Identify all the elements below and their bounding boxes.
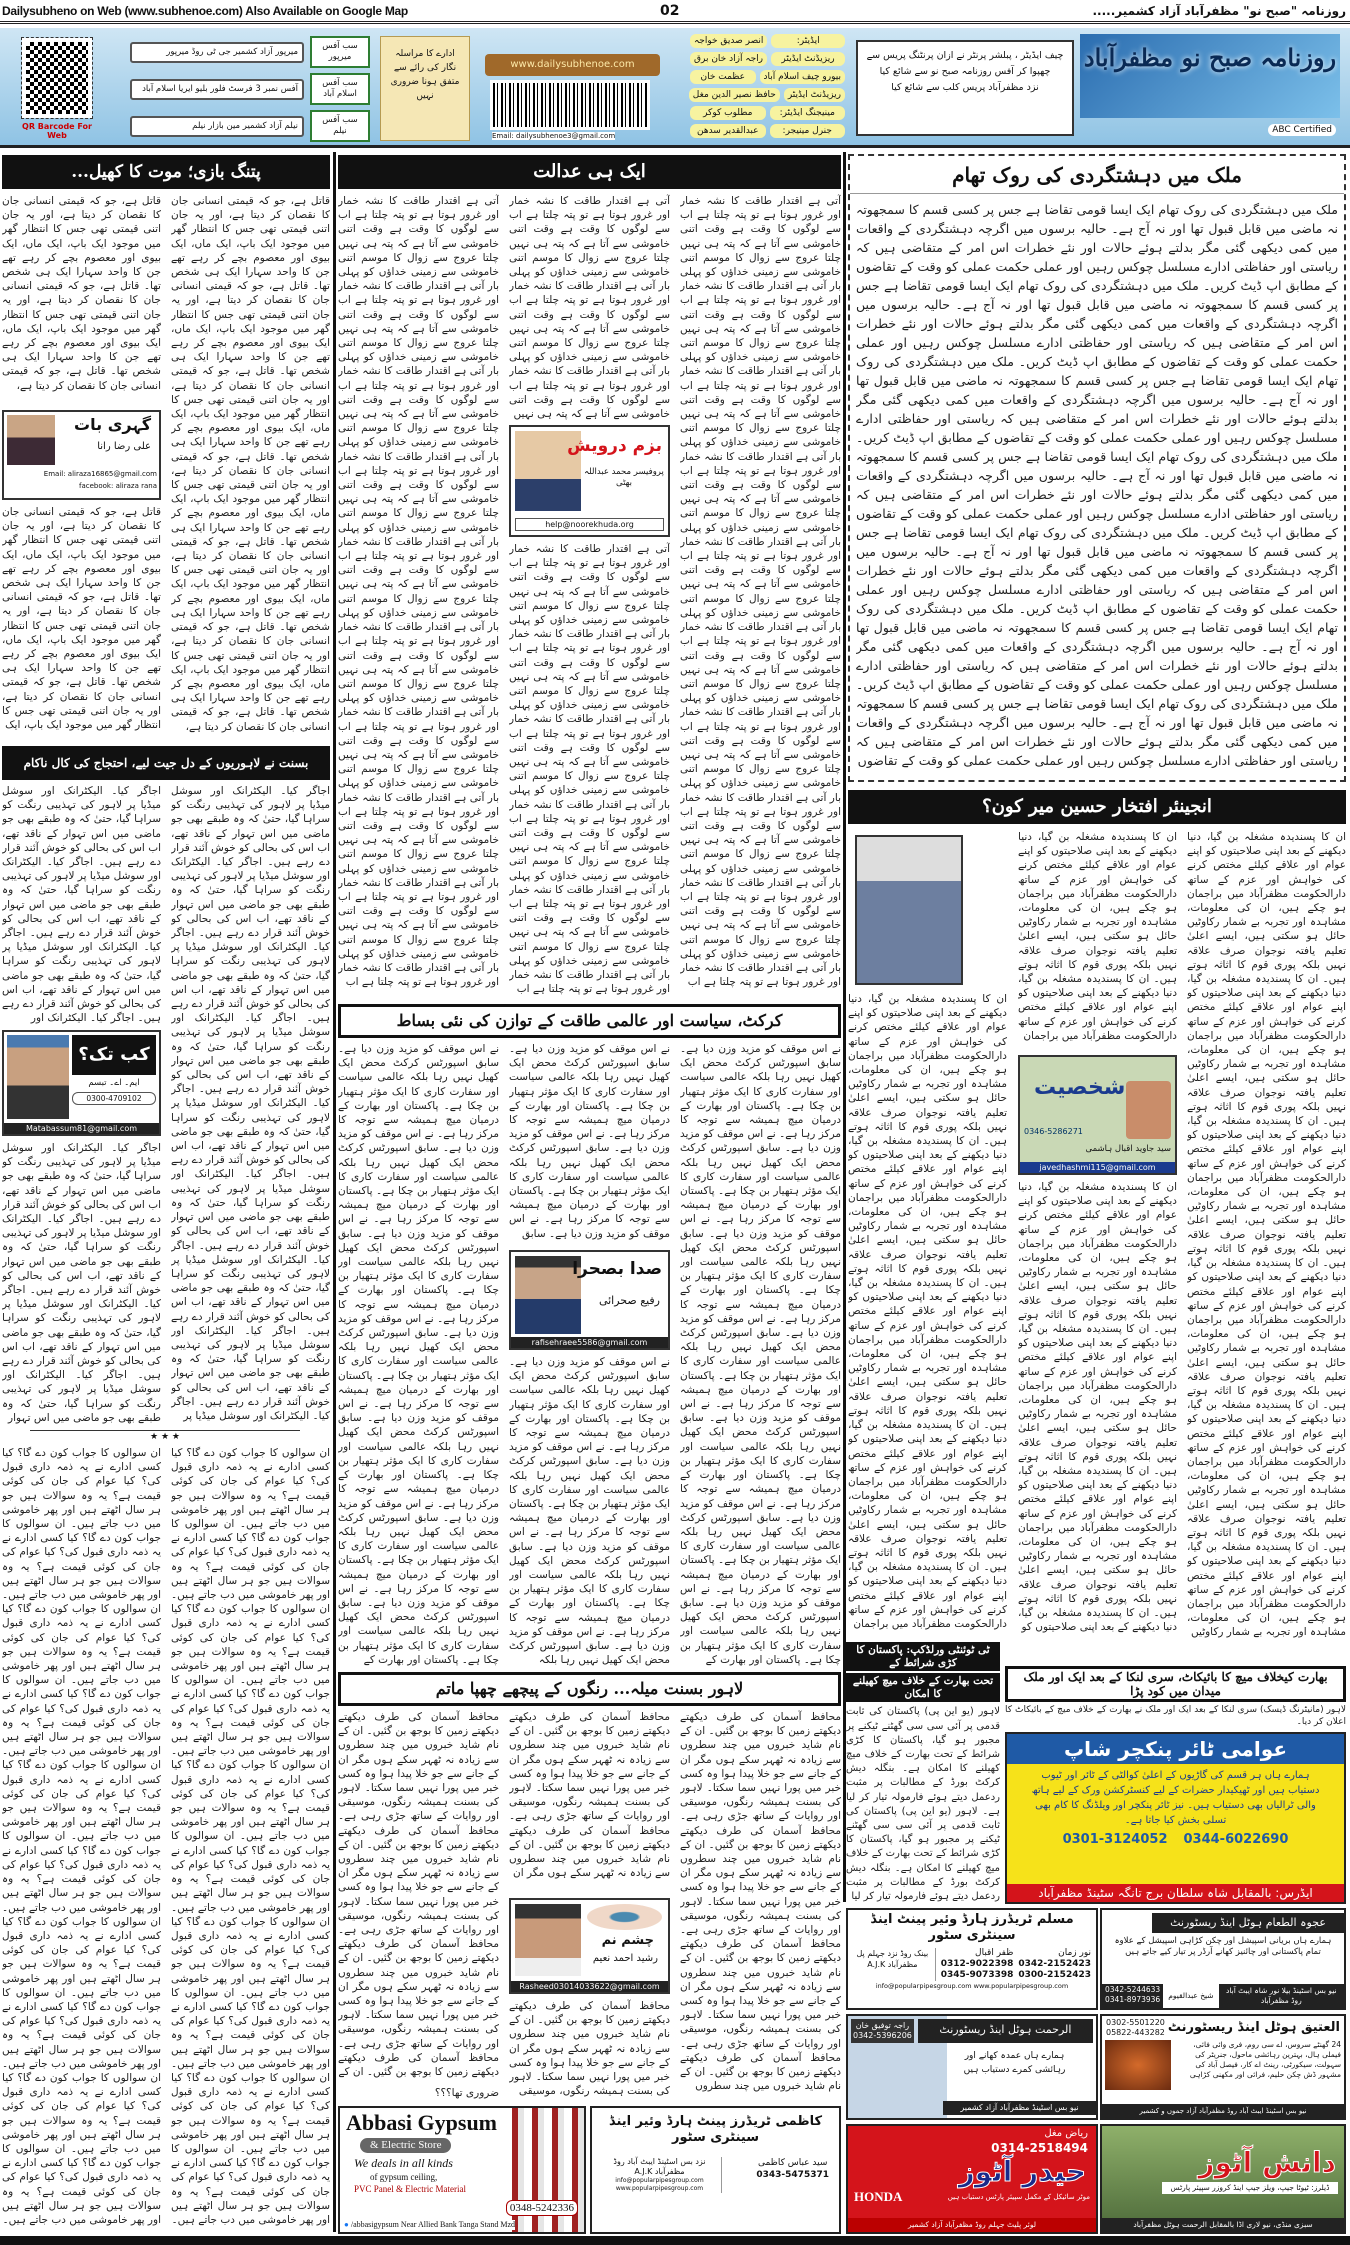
staff-name: عظمت خان <box>690 70 756 84</box>
author-email: Rasheed03014033622@gmail.com <box>511 1981 668 1992</box>
editorial-box <box>848 154 1346 782</box>
ad-title: مسلم ٹریڈرز ہارڈ وئیر پینٹ اینڈ سینٹری سٹور <box>870 1912 1074 1944</box>
author-name: ایم۔ اے۔ تبسم <box>88 1078 140 1088</box>
author-email: Matabassum81@gmail.com <box>4 1123 159 1134</box>
al-rehmat-hotel-ad <box>846 2014 1098 2120</box>
editorial-body: ملک میں دہشتگردی کی روک تھام ایک ایسا قومی تقاضا ہے جس پر کسی قسم کا سمجھوتہ نہ ماضی میں قابل قبول تھا اور نہ آج ہے۔ حالیہ برسوں میں اگرچہ دہشتگردی کے واقعات میں کمی دیکھی گئی مگر بدلتے ہوئے حالات اور نئے خطرات اس امر کے متقاضی ہیں کہ ریاستی اور حفاظتی ادارے مسلسل چوکس رہیں اور عملی حکمت عملی کو وقت کے تقاضوں کے مطابق اپ ڈیٹ کریں۔ ملک میں دہشتگردی کی روک تھام ایک ایسا قومی تقاضا ہے جس پر کسی قسم کا سمجھوتہ نہ ماضی میں قابل قبول تھا اور نہ آج ہے۔ حالیہ برسوں میں اگرچہ دہشتگردی کے واقعات میں کمی دیکھی گئی مگر بدلتے ہوئے حالات اور نئے خطرات اس امر کے متقاضی ہیں کہ ریاستی اور حفاظتی ادارے مسلسل چوکس رہیں اور عملی حکمت عملی کو وقت کے تقاضوں کے مطابق اپ ڈیٹ کریں۔ ملک میں دہشتگردی کی روک تھام ایک ایسا قومی تقاضا ہے جس پر کسی قسم کا سمجھوتہ نہ ماضی میں قابل قبول تھا اور نہ آج ہے۔ حالیہ برسوں میں اگرچہ دہشتگردی کے واقعات میں کمی دیکھی گئی مگر بدلتے ہوئے حالات اور نئے خطرات اس امر کے متقاضی ہیں کہ ریاستی اور حفاظتی ادارے مسلسل چوکس رہیں اور عملی حکمت عملی کو وقت کے تقاضوں کے مطابق اپ ڈیٹ کریں۔ ملک میں دہشتگردی کی روک تھام ایک ایسا قومی تقاضا ہے جس پر کسی قسم کا سمجھوتہ نہ ماضی میں قابل قبول تھا اور نہ آج ہے۔ حالیہ برسوں میں اگرچہ دہشتگردی کے واقعات میں کمی دیکھی گئی مگر بدلتے ہوئے حالات اور نئے خطرات اس امر کے متقاضی ہیں کہ ریاستی اور حفاظتی ادارے مسلسل چوکس رہیں اور عملی حکمت عملی کو وقت کے تقاضوں کے مطابق اپ ڈیٹ کریں۔ ملک میں دہشتگردی کی روک تھام ایک ایسا قومی تقاضا ہے جس پر کسی قسم کا سمجھوتہ نہ ماضی میں قابل قبول تھا اور نہ آج ہے۔ حالیہ برسوں میں اگرچہ دہشتگردی کے واقعات میں کمی دیکھی گئی مگر بدلتے ہوئے حالات اور نئے خطرات اس امر کے متقاضی ہیں کہ ریاستی اور حفاظتی ادارے مسلسل چوکس رہیں اور عملی حکمت عملی کو وقت کے تقاضوں کے مطابق اپ ڈیٹ کریں۔ ملک میں دہشتگردی کی روک تھام ایک ایسا قومی تقاضا ہے جس پر کسی قسم کا سمجھوتہ نہ ماضی میں قابل قبول تھا اور نہ آج ہے۔ حالیہ برسوں میں اگرچہ دہشتگردی کے واقعات میں کمی دیکھی گئی مگر بدلتے ہوئے حالات اور نئے خطرات اس امر کے متقاضی ہیں کہ ریاستی اور حفاظتی ادارے مسلسل چوکس رہیں اور عملی حکمت عملی کو وقت کے تقاضوں کے مطابق اپ ڈیٹ کریں۔ ملک میں دہشتگردی کی روک تھام ایک ایسا قومی تقاضا ہے جس پر کسی قسم کا سمجھوتہ نہ ماضی میں قابل قبول تھا اور نہ آج ہے۔ حالیہ برسوں میں اگرچہ دہشتگردی کے واقعات میں کمی دیکھی گئی مگر بدلتے ہوئے حالات اور نئے خطرات اس امر کے متقاضی ہیں کہ ریاستی اور حفاظتی ادارے مسلسل چوکس رہیں اور عملی حکمت عملی کو وقت کے تقاضوں <box>856 202 1338 768</box>
boycott-body: لاہور (مانیٹرنگ ڈیسک) سری لنکا کے بعد ایک اور ملک نے بھارت کے خلاف میچ کے بائیکاٹ کا اعلان کر دیا۔ <box>1005 1705 1346 1727</box>
publisher-line: نزد مظفرآباد پریس کلب سے شائع کیا <box>891 82 1039 93</box>
ad-title: دانش آٹوز <box>1198 2146 1336 2179</box>
column-label: گہری بات <box>74 415 151 434</box>
staff-row <box>690 106 845 120</box>
ad-phone: 0342-5396206 <box>853 2031 912 2040</box>
author-name: سید جاوید اقبال ہاشمی <box>1085 1144 1171 1154</box>
qr-label: QR Barcode For Web <box>22 122 92 140</box>
ad-address: نزد بس اسٹینڈ ایبٹ آباد روڈ مظفرآباد A.J.K <box>613 2156 706 2176</box>
ad-phone: 0345-9073398 <box>940 1969 1014 1980</box>
boycott-title: بھارت کیخلاف میچ کا بائیکاٹ، سری لنکا کے بعد ایک اور ملک میدان میں کود پڑا <box>1005 1666 1346 1702</box>
ad-address: نیو بس اسٹینڈ ایبٹ آباد روڈ مظفرآباد آزاد جموں و کشمیر <box>1102 2104 1344 2118</box>
iftikhar-title: انجینئر افتخار حسین میر کون؟ <box>848 790 1346 824</box>
honda-logo: HONDA <box>854 2189 903 2204</box>
office-label: سب آفس میرپور <box>310 36 370 68</box>
lower-left-body: ان سوالوں کا جواب کون دے گا؟ کیا کسی ادارے نے یہ ذمہ داری قبول کی؟ کیا عوام کی جان کی کوئی قیمت ہے؟ یہ وہ سوالات ہیں جو ہر سال اٹھتے ہیں اور پھر خاموشی میں دب جاتے ہیں۔ ان سوالوں کا جواب کون دے گا؟ کیا کسی ادارے نے یہ ذمہ داری قبول کی؟ کیا عوام کی جان کی کوئی قیمت ہے؟ یہ وہ سوالات ہیں جو ہر سال اٹھتے ہیں اور پھر خاموشی میں دب جاتے ہیں۔ ان سوالوں کا جواب کون دے گا؟ کیا کسی ادارے نے یہ ذمہ داری قبول کی؟ کیا عوام کی جان کی کوئی قیمت ہے؟ یہ وہ سوالات ہیں جو ہر سال اٹھتے ہیں اور پھر خاموشی میں دب جاتے ہیں۔ ان سوالوں کا جواب کون دے گا؟ کیا کسی ادارے نے یہ ذمہ داری قبول کی؟ کیا عوام کی جان کی کوئی قیمت ہے؟ یہ وہ سوالات ہیں جو ہر سال اٹھتے ہیں اور پھر خاموشی میں دب جاتے ہیں۔ ان سوالوں کا جواب کون دے گا؟ کیا کسی ادارے نے یہ ذمہ داری قبول کی؟ کیا عوام کی جان کی کوئی قیمت ہے؟ یہ وہ سوالات ہیں جو ہر سال اٹھتے ہیں اور پھر خاموشی میں دب جاتے ہیں۔ ان سوالوں کا جواب کون دے گا؟ کیا کسی ادارے نے یہ ذمہ داری قبول کی؟ کیا عوام کی جان کی کوئی قیمت ہے؟ یہ وہ سوالات ہیں جو ہر سال اٹھتے ہیں اور پھر خاموشی میں دب جاتے ہیں۔ ان سوالوں کا جواب کون دے گا؟ کیا کسی ادارے نے یہ ذمہ داری قبول کی؟ کیا عوام کی جان کی کوئی قیمت ہے؟ یہ وہ سوالات ہیں جو ہر سال اٹھتے ہیں اور پھر خاموشی میں دب جاتے ہیں۔ ان سوالوں کا جواب کون دے گا؟ کیا کسی ادارے نے یہ ذمہ داری قبول کی؟ کیا عوام کی جان کی کوئی قیمت ہے؟ یہ وہ سوالات ہیں جو ہر سال اٹھتے ہیں اور پھر خاموشی میں دب جاتے ہیں۔ ان سوالوں کا جواب کون دے گا؟ کیا کسی ادارے نے یہ ذمہ داری قبول کی؟ کیا عوام کی جان کی کوئی قیمت ہے؟ یہ وہ سوالات ہیں جو ہر سال اٹھتے ہیں اور پھر خاموشی میں دب جاتے ہیں۔ ان سوالوں کا جواب کون دے گا؟ کیا کسی ادارے نے یہ ذمہ داری قبول کی؟ کیا عوام کی جان کی کوئی قیمت ہے؟ یہ وہ سوالات ہیں جو ہر سال اٹھتے ہیں اور پھر خاموشی میں دب جاتے ہیں۔ <box>2 1447 161 2226</box>
staff-role: ریزیڈنٹ ایڈیٹر <box>771 52 845 66</box>
staff-name: عبدالقدیر سدھن <box>690 124 766 138</box>
qr-code[interactable] <box>22 38 92 118</box>
muslim-traders-ad <box>846 1908 1098 2010</box>
disclaimer-scroll: ادارے کا مراسلہ نگار کی رائے سے متفق ہونا ضروری نہیں <box>380 36 470 141</box>
staff-row <box>690 34 845 48</box>
ad-phone: 05822-443282 <box>1106 2028 1165 2037</box>
newspaper-logo: روزنامہ صبح نو مظفرآباد <box>1080 34 1340 118</box>
bazm-darvesh-column-box <box>509 425 670 537</box>
al-ateeq-hotel-ad <box>1100 2014 1346 2120</box>
iftikhar-body: ان کا پسندیدہ مشغلہ بن گیا، دنیا دیکھنے کے بعد اپنی صلاحیتوں کو اپنے عوام اور علاقے کیلئے مختص کرنے کی خواہش اور عزم کے ساتھ دارالحکومت مظفرآباد میں براجمان ہو چکے ہیں، ان کی معلومات، مشاہدہ اور تجربہ بے شمار رکاوٹیں حائل ہو سکتی ہیں، ایسے اعلیٰ تعلیم یافتہ نوجوان صرف علاقہ نہیں بلکہ پوری قوم کا اثاثہ ہوتے ہیں۔ ان کا پسندیدہ مشغلہ بن گیا، دنیا دیکھنے کے بعد اپنی صلاحیتوں کو اپنے عوام اور علاقے کیلئے مختص کرنے کی خواہش اور عزم کے ساتھ دارالحکومت مظفرآباد میں براجمان ہو چکے ہیں، ان کی معلومات، مشاہدہ اور تجربہ بے شمار رکاوٹیں حائل ہو سکتی ہیں، ایسے اعلیٰ تعلیم یافتہ نوجوان صرف علاقہ نہیں بلکہ پوری قوم کا اثاثہ ہوتے ہیں۔ ان کا پسندیدہ مشغلہ بن گیا، دنیا دیکھنے کے بعد اپنی صلاحیتوں کو اپنے عوام اور علاقے کیلئے مختص کرنے کی خواہش اور عزم کے ساتھ دارالحکومت مظفرآباد میں براجمان ہو چکے ہیں، ان کی معلومات، مشاہدہ اور تجربہ بے شمار رکاوٹیں حائل ہو سکتی ہیں، ایسے اعلیٰ تعلیم یافتہ نوجوان صرف علاقہ نہیں بلکہ پوری قوم کا اثاثہ ہوتے ہیں۔ ان کا پسندیدہ مشغلہ بن گیا، دنیا دیکھنے کے بعد اپنی صلاحیتوں کو <box>1018 1181 1177 1634</box>
abbasi-gypsum-ad <box>338 2106 586 2234</box>
staff-name: مطلوب کوکر <box>690 106 766 120</box>
editorial-title: ملک میں دہشتگردی کی روک تھام <box>850 156 1344 194</box>
barcode <box>490 80 650 130</box>
author-phone: 0346-5286271 <box>1024 1127 1083 1136</box>
office-address: میرپور آزاد کشمیر جی ٹی روڈ میرپور <box>130 42 304 63</box>
office-address: نیلم آزاد کشمیر مین بازار نیلم <box>130 116 304 137</box>
ad-subtitle: & Electric Store <box>360 2138 451 2153</box>
iftikhar-body: ان کا پسندیدہ مشغلہ بن گیا، دنیا دیکھنے کے بعد اپنی صلاحیتوں کو اپنے عوام اور علاقے کیلئے مختص کرنے کی خواہش اور عزم کے ساتھ دارالحکومت مظفرآباد میں براجمان ہو چکے ہیں، ان کی معلومات، مشاہدہ اور تجربہ بے شمار رکاوٹیں حائل ہو سکتی ہیں، ایسے اعلیٰ تعلیم یافتہ نوجوان صرف علاقہ نہیں بلکہ پوری قوم کا اثاثہ ہوتے ہیں۔ ان کا پسندیدہ مشغلہ بن گیا، دنیا دیکھنے کے بعد اپنی صلاحیتوں کو اپنے عوام اور علاقے کیلئے مختص کرنے کی خواہش اور عزم کے ساتھ دارالحکومت مظفرآباد میں براجمان <box>1018 831 1177 1042</box>
ad-phone: 0348-5242336 <box>506 2200 578 2216</box>
author-photo <box>7 1035 69 1119</box>
cricket-body: نے اس موقف کو مزید وزن دیا ہے۔ سابق اسپورٹس کرکٹ محض ایک کھیل نہیں رہا بلکہ عالمی سیاست اور سفارت کاری کا ایک مؤثر ہتھیار بن چکا ہے۔ پاکستان اور بھارت کے درمیان میچ ہمیشہ سے توجہ کا مرکز رہا ہے۔ نے اس موقف کو مزید وزن دیا ہے۔ سابق اسپورٹس کرکٹ محض ایک کھیل نہیں رہا بلکہ عالمی سیاست اور سفارت کاری کا ایک مؤثر ہتھیار بن چکا ہے۔ پاکستان اور بھارت کے درمیان میچ ہمیشہ سے توجہ کا مرکز رہا ہے۔ نے اس موقف کو مزید وزن دیا ہے۔ سابق اسپورٹس کرکٹ محض ایک کھیل نہیں رہا بلکہ عالمی سیاست اور سفارت کاری کا ایک مؤثر ہتھیار بن چکا ہے۔ پاکستان اور بھارت کے درمیان میچ ہمیشہ سے توجہ کا مرکز رہا ہے۔ نے اس موقف کو مزید وزن دیا ہے۔ سابق اسپورٹس کرکٹ محض ایک کھیل نہیں رہا بلکہ عالمی سیاست اور سفارت کاری کا ایک مؤثر ہتھیار بن چکا ہے۔ پاکستان اور بھارت کے درمیان میچ ہمیشہ سے توجہ کا مرکز رہا ہے۔ نے اس موقف کو مزید وزن دیا ہے۔ سابق اسپورٹس کرکٹ محض ایک کھیل نہیں رہا بلکہ عالمی سیاست اور سفارت کاری کا ایک مؤثر ہتھیار بن چکا ہے۔ پاکستان اور بھارت کے درمیان میچ ہمیشہ سے توجہ کا مرکز رہا ہے۔ نے اس موقف کو مزید وزن دیا ہے۔ سابق اسپورٹس کرکٹ محض ایک کھیل نہیں رہا بلکہ عالمی سیاست اور سفارت کاری کا ایک مؤثر ہتھیار بن چکا ہے۔ پاکستان اور بھارت کے درمیان میچ ہمیشہ سے توجہ کا مرکز رہا ہے۔ نے اس موقف کو مزید وزن دیا ہے۔ سابق اسپورٹس کرکٹ محض ایک کھیل نہیں رہا بلکہ عالمی سیاست اور سفارت کاری کا ایک مؤثر ہتھیار بن چکا ہے۔ پاکستان اور بھارت کے <box>338 1043 499 1666</box>
ad-title: عوامی ٹائر پنکچر شاپ <box>1007 1734 1344 1764</box>
column-divider <box>843 152 846 1902</box>
ad-phone: 0312-9022398 <box>940 1958 1014 1969</box>
ad-text: موٹر سائیکل کے مکمل سپیئر پارٹس دستیاب ہیں <box>947 2193 1090 2201</box>
basant-mela-title: لاہور بسنت میلہ... رنگوں کے پیچھے چھپا ماتم <box>338 1672 841 1706</box>
author-photo <box>7 415 55 465</box>
author-email: rafisehraee5586@gmail.com <box>511 1337 668 1348</box>
staff-role: بیورو چیف اسلام آباد <box>760 70 845 84</box>
t20-title: تحت بھارت کے خلاف میچ کھیلنے کا امکان <box>846 1673 1000 1702</box>
star-divider <box>30 1430 300 1443</box>
publisher-line: چیف ایڈیٹر ، پبلشر پرنٹر نے ازان پرنٹنگ پریس سے <box>866 50 1064 61</box>
office-row <box>130 110 370 142</box>
basant-dil-body: اجاگر کیا۔ الیکٹرانک اور سوشل میڈیا پر لاہور کی تہذیبی رنگت کو سراہا گیا، حتیٰ کہ وہ طبقے بھی جو ماضی میں اس تہوار کے ناقد تھے، اب اس کی بحالی کو خوش آئند قرار دے رہے ہیں۔ اجاگر کیا۔ الیکٹرانک اور سوشل میڈیا پر لاہور کی تہذیبی رنگت کو سراہا گیا، حتیٰ کہ وہ طبقے بھی جو ماضی میں اس تہوار کے ناقد تھے، اب اس کی بحالی کو خوش آئند قرار دے رہے ہیں۔ اجاگر کیا۔ الیکٹرانک اور سوشل میڈیا پر لاہور کی تہذیبی رنگت کو سراہا گیا، حتیٰ کہ وہ طبقے بھی جو ماضی میں اس تہوار کے ناقد تھے، اب اس کی بحالی کو خوش آئند قرار دے رہے ہیں۔ اجاگر کیا۔ الیکٹرانک اور <box>2 785 161 1025</box>
ad-title: Abbasi Gypsum <box>346 2110 498 2135</box>
author-name: علی رضا رانا <box>97 441 151 452</box>
ad-web: info@popularpipesgroup.com www.popularpipesgroup.com <box>875 1981 1069 1990</box>
ad-address: نیو بس اسٹینڈ مظفرآباد آزاد کشمیر <box>943 2101 1096 2115</box>
basant-dil-body: اجاگر کیا۔ الیکٹرانک اور سوشل میڈیا پر لاہور کی تہذیبی رنگت کو سراہا گیا، حتیٰ کہ وہ طبقے بھی جو ماضی میں اس تہوار کے ناقد تھے، اب اس کی بحالی کو خوش آئند قرار دے رہے ہیں۔ اجاگر کیا۔ الیکٹرانک اور سوشل میڈیا پر لاہور کی تہذیبی رنگت کو سراہا گیا، حتیٰ کہ وہ طبقے بھی جو ماضی میں اس تہوار کے ناقد تھے، اب اس کی بحالی کو خوش آئند قرار دے رہے ہیں۔ اجاگر کیا۔ الیکٹرانک اور سوشل میڈیا پر لاہور کی تہذیبی رنگت کو سراہا گیا، حتیٰ کہ وہ طبقے بھی جو ماضی میں اس تہوار کے ناقد تھے، اب اس کی بحالی کو خوش آئند قرار دے رہے ہیں۔ اجاگر کیا۔ الیکٹرانک اور سوشل میڈیا پر لاہور کی تہذیبی رنگت کو سراہا گیا، حتیٰ کہ وہ طبقے بھی جو ماضی میں اس تہوار کے ناقد تھے، اب اس کی بحالی کو خوش آئند قرار دے رہے ہیں۔ اجاگر کیا۔ الیکٹرانک اور سوشل میڈیا پر لاہور کی تہذیبی رنگت کو سراہا گیا، حتیٰ کہ وہ طبقے بھی جو ماضی میں اس تہوار کے ناقد تھے، اب اس کی بحالی کو خوش آئند قرار دے رہے ہیں۔ اجاگر کیا۔ الیکٹرانک اور سوشل میڈیا پر لاہور کی تہذیبی رنگت کو سراہا گیا، حتیٰ کہ وہ طبقے بھی جو ماضی میں اس تہوار کے ناقد تھے، اب اس کی بحالی کو خوش آئند قرار دے رہے ہیں۔ اجاگر کیا۔ الیکٹرانک اور سوشل میڈیا پر لاہور کی تہذیبی رنگت کو سراہا گیا، حتیٰ کہ وہ طبقے بھی جو ماضی میں اس تہوار کے ناقد تھے، اب اس کی بحالی کو خوش آئند قرار دے رہے ہیں۔ اجاگر کیا۔ الیکٹرانک اور سوشل میڈیا پر لاہور کی تہذیبی رنگت کو سراہا گیا، حتیٰ کہ وہ طبقے بھی جو ماضی میں اس تہوار کے ناقد تھے، اب اس کی بحالی کو خوش آئند قرار دے رہے ہیں۔ اجاگر کیا۔ الیکٹرانک اور سوشل میڈیا پر <box>171 785 330 1422</box>
cricket-title: کرکٹ، سیاست اور عالمی طاقت کے توازن کی نئی بساط <box>338 1004 841 1038</box>
staff-row <box>690 70 845 84</box>
kazmi-traders-ad <box>590 2106 841 2234</box>
adalat-body: آتی ہے اقتدار طاقت کا نشہ خمار اور غرور ہوتا ہے تو پتہ چلتا ہے اب سے لوگوں کا وقت ہے وقت اتنی خاموشی سے آتا ہے کہ پتہ ہی نہیں چلتا عروج سے زوال کا موسم اتنی خاموشی سے زمینی خداؤں کو پہلی بار آتی ہے اقتدار طاقت کا نشہ خمار اور غرور ہوتا ہے تو پتہ چلتا ہے اب سے لوگوں کا وقت ہے وقت اتنی خاموشی سے آتا ہے کہ پتہ ہی نہیں چلتا عروج سے زوال کا موسم اتنی خاموشی سے زمینی خداؤں کو پہلی بار آتی ہے اقتدار طاقت کا نشہ خمار اور غرور ہوتا ہے تو پتہ چلتا ہے اب سے لوگوں کا وقت ہے وقت اتنی خاموشی سے آتا ہے کہ پتہ ہی نہیں <box>509 195 670 420</box>
ad-phone: 0342-5244633 <box>1105 1985 1161 1994</box>
office-address: آفس نمبر 3 فرسٹ فلور بلیو ایریا اسلام آباد <box>130 79 304 100</box>
ad-title: عجوہ الطعام ہوٹل اینڈ ریسٹورنٹ <box>1152 1913 1344 1933</box>
danish-autos-ad <box>1100 2124 1346 2234</box>
author-facebook: facebook: aliraza rana <box>79 482 157 490</box>
ad-address: نیو بس اسٹینڈ بیلا نور شاہ ایبٹ آباد روڈ مظفرآباد <box>1219 1984 1344 2008</box>
author-email: javedhashmi115@gmail.com <box>1020 1162 1175 1173</box>
ad-text: We deals in all kinds <box>354 2156 453 2170</box>
contact-name: راجہ توفیق خان <box>855 2021 910 2030</box>
t20-title: ٹی ٹوئنٹی ورلڈکپ: پاکستان کا کڑی شرائط کے <box>846 1642 1000 1671</box>
contact-name: ظفر اقبال <box>975 1947 1014 1958</box>
ad-text: ہمارے ہاں عمدہ کھانے اور رہائشی کمرے دستیاب ہیں <box>963 2051 1066 2075</box>
contact-name: نور زمان <box>1058 1947 1091 1958</box>
office-row <box>130 36 370 68</box>
eye-icon <box>587 1904 662 1930</box>
author-name: پروفیسر محمد عبداللہ بھٹی <box>584 467 664 488</box>
ad-title: حیدر آٹوز <box>958 2155 1086 2188</box>
food-image <box>1105 2040 1171 2090</box>
page-number: 02 <box>660 3 680 19</box>
footer-rule <box>0 2236 1350 2245</box>
top-bar <box>0 0 1350 24</box>
author-name: رشید احمد نعیم <box>592 1953 658 1964</box>
office-label: سب آفس اسلام آباد <box>310 73 370 105</box>
t20-news <box>846 1642 1000 1904</box>
staff-role: مینیجنگ ایڈیٹر: <box>770 106 846 120</box>
staff-role: ریزیڈنٹ ایڈیٹر <box>784 88 845 102</box>
ad-text: PVC Panel & Electric Material <box>354 2184 466 2194</box>
ad-address: بینک روڈ نزد جہلم پل مظفرآباد A.J.K <box>853 1948 936 1981</box>
staff-name: حافظ نصیر الدین مغل <box>689 88 780 102</box>
column-label: کب تک؟ <box>72 1035 156 1075</box>
ad-phone: 0300-2152423 <box>1018 1969 1091 1980</box>
abc-badge: ABC Certified <box>1268 124 1336 136</box>
iftikhar-body: ان کا پسندیدہ مشغلہ بن گیا، دنیا دیکھنے کے بعد اپنی صلاحیتوں کو اپنے عوام اور علاقے کیلئے مختص کرنے کی خواہش اور عزم کے ساتھ دارالحکومت مظفرآباد میں براجمان ہو چکے ہیں، ان کی معلومات، مشاہدہ اور تجربہ بے شمار رکاوٹیں حائل ہو سکتی ہیں، ایسے اعلیٰ تعلیم یافتہ نوجوان صرف علاقہ نہیں بلکہ پوری قوم کا اثاثہ ہوتے ہیں۔ ان کا پسندیدہ مشغلہ بن گیا، دنیا دیکھنے کے بعد اپنی صلاحیتوں کو اپنے عوام اور علاقے کیلئے مختص کرنے کی خواہش اور عزم کے ساتھ دارالحکومت مظفرآباد میں براجمان ہو چکے ہیں، ان کی معلومات، مشاہدہ اور تجربہ بے شمار رکاوٹیں حائل ہو سکتی ہیں، ایسے اعلیٰ تعلیم یافتہ نوجوان صرف علاقہ نہیں بلکہ پوری قوم کا اثاثہ ہوتے ہیں۔ ان کا پسندیدہ مشغلہ بن گیا، دنیا دیکھنے کے بعد اپنی صلاحیتوں کو اپنے عوام اور علاقے کیلئے مختص کرنے کی خواہش اور عزم کے ساتھ دارالحکومت مظفرآباد میں براجمان ہو چکے ہیں، ان کی معلومات، مشاہدہ اور تجربہ بے شمار رکاوٹیں حائل ہو سکتی ہیں، ایسے اعلیٰ تعلیم یافتہ نوجوان صرف علاقہ نہیں بلکہ پوری قوم کا اثاثہ ہوتے ہیں۔ ان کا پسندیدہ مشغلہ بن گیا، دنیا دیکھنے کے بعد اپنی صلاحیتوں کو اپنے عوام اور علاقے کیلئے مختص کرنے کی خواہش اور عزم کے ساتھ دارالحکومت مظفرآباد میں براجمان ہو چکے ہیں، ان کی معلومات، مشاہدہ اور تجربہ بے شمار رکاوٹیں حائل ہو سکتی ہیں، ایسے اعلیٰ تعلیم یافتہ نوجوان صرف علاقہ نہیں بلکہ پوری قوم کا اثاثہ ہوتے ہیں۔ ان کا پسندیدہ مشغلہ بن گیا، دنیا دیکھنے کے بعد اپنی صلاحیتوں کو اپنے عوام اور علاقے کیلئے مختص کرنے کی خواہش اور عزم کے ساتھ دارالحکومت مظفرآباد میں براجمان ہو چکے ہیں، ان کی معلومات، مشاہدہ اور تجربہ بے شمار رکاوٹیں حائل ہو سکتی ہیں، ایسے اعلیٰ تعلیم یافتہ نوجوان صرف علاقہ نہیں بلکہ پوری قوم کا اثاثہ ہوتے ہیں۔ ان کا پسندیدہ مشغلہ بن گیا، دنیا دیکھنے کے بعد اپنی صلاحیتوں کو اپنے عوام اور علاقے کیلئے مختص کرنے کی خواہش اور عزم کے ساتھ دارالحکومت مظفرآباد میں براجمان ہو چکے ہیں، ان کی معلومات، مشاہدہ اور تجربہ بے شمار رکاوٹیں <box>1187 831 1346 1639</box>
web-info: Dailysubheno on Web (www.subhenoe.com) Also Available on Google Map <box>2 4 408 18</box>
author-photo <box>515 1256 581 1334</box>
contact-name: شیخ عبدالقیوم <box>1168 1991 1214 2000</box>
cricket-body: نے اس موقف کو مزید وزن دیا ہے۔ سابق اسپورٹس کرکٹ محض ایک کھیل نہیں رہا بلکہ عالمی سیاست اور سفارت کاری کا ایک مؤثر ہتھیار بن چکا ہے۔ پاکستان اور بھارت کے درمیان میچ ہمیشہ سے توجہ کا مرکز رہا ہے۔ نے اس موقف کو مزید وزن دیا ہے۔ سابق اسپورٹس کرکٹ محض ایک کھیل نہیں رہا بلکہ عالمی سیاست اور سفارت کاری کا ایک مؤثر ہتھیار بن چکا ہے۔ پاکستان اور بھارت کے درمیان میچ ہمیشہ سے توجہ کا مرکز رہا ہے۔ نے اس موقف کو مزید وزن دیا ہے۔ سابق اسپورٹس کرکٹ محض ایک کھیل نہیں رہا بلکہ عالمی سیاست اور سفارت کاری کا ایک مؤثر ہتھیار بن چکا ہے۔ پاکستان اور بھارت کے درمیان میچ ہمیشہ سے توجہ کا مرکز رہا ہے۔ نے اس موقف کو مزید وزن دیا ہے۔ سابق اسپورٹس کرکٹ محض ایک کھیل نہیں رہا بلکہ عالمی سیاست اور سفارت کاری کا ایک مؤثر ہتھیار بن چکا ہے۔ پاکستان اور بھارت کے درمیان میچ ہمیشہ سے توجہ کا مرکز رہا ہے۔ نے اس موقف کو مزید وزن دیا ہے۔ سابق اسپورٹس کرکٹ محض ایک کھیل نہیں رہا بلکہ عالمی سیاست اور سفارت کاری کا ایک مؤثر ہتھیار بن چکا ہے۔ پاکستان اور بھارت کے درمیان میچ ہمیشہ سے توجہ کا مرکز رہا ہے۔ نے اس موقف کو مزید وزن دیا ہے۔ سابق اسپورٹس کرکٹ محض ایک کھیل نہیں رہا بلکہ عالمی سیاست اور سفارت کاری کا ایک مؤثر ہتھیار بن چکا ہے۔ پاکستان اور بھارت کے درمیان میچ ہمیشہ سے توجہ کا مرکز رہا ہے۔ نے اس موقف کو مزید وزن دیا ہے۔ سابق اسپورٹس کرکٹ محض ایک کھیل نہیں رہا بلکہ عالمی سیاست اور سفارت کاری کا ایک مؤثر ہتھیار بن چکا ہے۔ پاکستان اور بھارت کے <box>680 1043 841 1666</box>
author-photo <box>515 1904 581 1976</box>
ad-phone: 0341-8973936 <box>1105 1995 1161 2004</box>
ad-address: ایڈرس: بالمقابل شاہ سلطان برج تانگہ سٹینڈ مظفرآباد <box>1007 1884 1344 1902</box>
staff-role: ایڈیٹر: <box>771 34 845 48</box>
ad-text: ہمارے ہاں بریانی اسپیشل اور چکن کڑاہی اسپیشل کے علاوہ تمام پاکستانی اور چائنیز کھانے آرڈر پر تیار کیے جاتے ہیں <box>1114 1936 1332 1958</box>
basant-dil-title: بسنت نے لاہوریوں کے دل جیت لیے، احتجاج کی کال ناکام <box>2 746 330 780</box>
ad-text: 24 گھنٹے سروس، اے سی روم، فری وائی فائی، فیملی ہال، بہترین رہائشی ماحول، جنریٹر کی سہولت، سیکورٹی، رینٹ اے کار، فیصل آباد کی مشہور ڈش چکن حلیم، فرائی اور مکھنی کڑاہی <box>1189 2040 1341 2079</box>
ad-title: الرحمت ہوٹل اینڈ ریسٹورنٹ <box>918 2019 1093 2043</box>
ad-address: سبزی منڈی، نیو لاری اڈا بالمقابل الرحمت ہوٹل مظفرآباد <box>1102 2218 1344 2232</box>
adalat-body: آتی ہے اقتدار طاقت کا نشہ خمار اور غرور ہوتا ہے تو پتہ چلتا ہے اب سے لوگوں کا وقت ہے وقت اتنی خاموشی سے آتا ہے کہ پتہ ہی نہیں چلتا عروج سے زوال کا موسم اتنی خاموشی سے زمینی خداؤں کو پہلی بار آتی ہے اقتدار طاقت کا نشہ خمار اور غرور ہوتا ہے تو پتہ چلتا ہے اب سے لوگوں کا وقت ہے وقت اتنی خاموشی سے آتا ہے کہ پتہ ہی نہیں چلتا عروج سے زوال کا موسم اتنی خاموشی سے زمینی خداؤں کو پہلی بار آتی ہے اقتدار طاقت کا نشہ خمار اور غرور ہوتا ہے تو پتہ چلتا ہے اب سے لوگوں کا وقت ہے وقت اتنی خاموشی سے آتا ہے کہ پتہ ہی نہیں چلتا عروج سے زوال کا موسم اتنی خاموشی سے زمینی خداؤں کو پہلی بار آتی ہے اقتدار طاقت کا نشہ خمار اور غرور ہوتا ہے تو پتہ چلتا ہے اب سے لوگوں کا وقت ہے وقت اتنی خاموشی سے آتا ہے کہ پتہ ہی نہیں چلتا عروج سے زوال کا موسم اتنی خاموشی سے زمینی خداؤں کو پہلی بار آتی ہے اقتدار طاقت کا نشہ خمار اور غرور ہوتا ہے تو پتہ چلتا ہے اب سے لوگوں کا وقت ہے وقت اتنی خاموشی سے آتا ہے کہ پتہ ہی نہیں چلتا عروج سے زوال کا موسم اتنی خاموشی سے زمینی خداؤں کو پہلی بار آتی ہے اقتدار طاقت کا نشہ خمار اور غرور ہوتا ہے تو پتہ چلتا ہے اب <box>509 543 670 996</box>
author-phone: 0300-4709102 <box>72 1092 156 1105</box>
ad-facebook[interactable]: /abbasigypsum <box>350 2220 399 2229</box>
ad-phone: 0344-6022690 <box>1183 1832 1289 1847</box>
basant-mela-body: محافظ آسمان کی طرف دیکھتے دیکھتے زمین کا بوجھ بن گئیں۔ ان کے نام شاید خبروں میں چند سطروں سے زیادہ نہ ٹھہر سکے ہوں مگر ان کے جانے سے جو خلا پیدا ہوا وہ کسی خبر میں پورا نہیں سما سکتا۔ لاہور کی بسنت ہمیشہ رنگوں، موسیقی <box>509 2000 670 2098</box>
staff-name: راجہ آزاد خان برق <box>690 52 767 66</box>
ad-title: العتیق ہوٹل اینڈ ریسٹورنٹ <box>1167 2020 1340 2036</box>
patang-title: پتنگ بازی؛ موت کا کھیل... <box>2 155 330 189</box>
staff-row <box>690 88 845 102</box>
iftikhar-photo <box>855 835 963 985</box>
kab-tak-column-box <box>2 1030 161 1136</box>
basant-mela-body: محافظ آسمان کی طرف دیکھتے دیکھتے زمین کا بوجھ بن گئیں۔ ان کے نام شاید خبروں میں چند سطروں سے زیادہ نہ ٹھہر سکے ہوں مگر ان کے جانے سے جو خلا پیدا ہوا وہ کسی خبر میں پورا نہیں سما سکتا۔ لاہور کی بسنت ہمیشہ رنگوں، موسیقی اور روایات کے ساتھ جڑی رہی ہے۔ محافظ آسمان کی طرف دیکھتے دیکھتے زمین کا بوجھ بن گئیں۔ ان کے نام شاید خبروں میں چند سطروں سے زیادہ نہ ٹھہر سکے ہوں مگر ان کے جانے سے جو خلا پیدا ہوا وہ کسی خبر میں پورا نہیں سما سکتا۔ لاہور کی بسنت ہمیشہ رنگوں، موسیقی اور روایات کے ساتھ جڑی رہی ہے۔ محافظ آسمان کی طرف دیکھتے دیکھتے زمین کا بوجھ بن گئیں۔ ان کے نام شاید خبروں میں چند سطروں سے زیادہ نہ ٹھہر سکے ہوں مگر ان کے جانے سے جو خلا پیدا ہوا وہ کسی خبر میں پورا نہیں سما سکتا۔ لاہور کی بسنت ہمیشہ رنگوں، موسیقی اور روایات کے ساتھ جڑی رہی ہے۔ محافظ آسمان کی طرف دیکھتے دیکھتے زمین کا بوجھ بن گئیں۔ ان کے نام شاید خبروں میں چند سطروں <box>680 1711 841 2093</box>
ad-text: ڈیلرز: ٹیوٹا جیپ، ویلز جیپ اینڈ کروزر سپیئر پارٹس <box>1162 2182 1338 2194</box>
staff-row <box>690 124 845 138</box>
patang-body: قاتل ہے، جو کہ قیمتی انسانی جان کا نقصان کر دیتا ہے، اور یہ جان اتنی قیمتی تھی جس کا انتظار گھر میں موجود ایک باپ، ایک ماں، ایک بیوی اور معصوم بچے کر رہے تھے جن کا واحد سہارا ایک ہی شخص تھا۔ قاتل ہے، جو کہ قیمتی انسانی جان کا نقصان کر دیتا ہے، اور یہ جان اتنی قیمتی تھی جس کا انتظار گھر میں موجود ایک باپ، ایک ماں، ایک بیوی اور معصوم بچے کر رہے تھے جن کا واحد سہارا ایک ہی شخص تھا۔ قاتل ہے، جو کہ قیمتی انسانی جان کا نقصان کر دیتا ہے، <box>2 195 161 392</box>
ad-phone: 0301-3124052 <box>1062 1832 1168 1847</box>
ad-address: لوئر پلیٹ جہلم روڈ مظفرآباد آزاد کشمیر <box>848 2218 1096 2232</box>
adalat-title: ایک ہی عدالت <box>338 155 841 189</box>
cricket-body: نے اس موقف کو مزید وزن دیا ہے۔ سابق اسپورٹس کرکٹ محض ایک کھیل نہیں رہا بلکہ عالمی سیاست اور سفارت کاری کا ایک مؤثر ہتھیار بن چکا ہے۔ پاکستان اور بھارت کے درمیان میچ ہمیشہ سے توجہ کا مرکز رہا ہے۔ نے اس موقف کو مزید وزن دیا ہے۔ سابق اسپورٹس کرکٹ محض ایک کھیل نہیں رہا بلکہ عالمی سیاست اور سفارت کاری کا ایک مؤثر ہتھیار بن چکا ہے۔ پاکستان اور بھارت کے درمیان میچ ہمیشہ سے توجہ کا مرکز رہا ہے۔ نے اس موقف کو مزید وزن دیا ہے۔ سابق اسپورٹس کرکٹ محض ایک کھیل نہیں رہا بلکہ عالمی سیاست اور سفارت کاری کا ایک مؤثر ہتھیار بن چکا ہے۔ پاکستان اور بھارت کے درمیان میچ ہمیشہ سے توجہ کا مرکز رہا ہے۔ نے اس موقف کو مزید وزن دیا ہے۔ سابق اسپورٹس کرکٹ محض ایک کھیل نہیں رہا بلکہ <box>509 1356 670 1667</box>
tire-shop-ad <box>1005 1732 1346 1904</box>
sada-basehra-column-box <box>509 1250 670 1350</box>
column-label: چشم نم <box>601 1933 654 1948</box>
column-divider <box>333 152 336 2232</box>
gehri-baat-column-box <box>2 410 161 500</box>
contact-name: سید عباس کاظمی <box>757 2157 828 2168</box>
ad-web: info@popularpipesgroup.com www.popularpipesgroup.com <box>615 2176 704 2192</box>
adalat-body: آتی ہے اقتدار طاقت کا نشہ خمار اور غرور ہوتا ہے تو پتہ چلتا ہے اب سے لوگوں کا وقت ہے وقت اتنی خاموشی سے آتا ہے کہ پتہ ہی نہیں چلتا عروج سے زوال کا موسم اتنی خاموشی سے زمینی خداؤں کو پہلی بار آتی ہے اقتدار طاقت کا نشہ خمار اور غرور ہوتا ہے تو پتہ چلتا ہے اب سے لوگوں کا وقت ہے وقت اتنی خاموشی سے آتا ہے کہ پتہ ہی نہیں چلتا عروج سے زوال کا موسم اتنی خاموشی سے زمینی خداؤں کو پہلی بار آتی ہے اقتدار طاقت کا نشہ خمار اور غرور ہوتا ہے تو پتہ چلتا ہے اب سے لوگوں کا وقت ہے وقت اتنی خاموشی سے آتا ہے کہ پتہ ہی نہیں چلتا عروج سے زوال کا موسم اتنی خاموشی سے زمینی خداؤں کو پہلی بار آتی ہے اقتدار طاقت کا نشہ خمار اور غرور ہوتا ہے تو پتہ چلتا ہے اب سے لوگوں کا وقت ہے وقت اتنی خاموشی سے آتا ہے کہ پتہ ہی نہیں چلتا عروج سے زوال کا موسم اتنی خاموشی سے زمینی خداؤں کو پہلی بار آتی ہے اقتدار طاقت کا نشہ خمار اور غرور ہوتا ہے تو پتہ چلتا ہے اب سے لوگوں کا وقت ہے وقت اتنی خاموشی سے آتا ہے کہ پتہ ہی نہیں چلتا عروج سے زوال کا موسم اتنی خاموشی سے زمینی خداؤں کو پہلی بار آتی ہے اقتدار طاقت کا نشہ خمار اور غرور ہوتا ہے تو پتہ چلتا ہے اب سے لوگوں کا وقت ہے وقت اتنی خاموشی سے آتا ہے کہ پتہ ہی نہیں چلتا عروج سے زوال کا موسم اتنی خاموشی سے زمینی خداؤں کو پہلی بار آتی ہے اقتدار طاقت کا نشہ خمار اور غرور ہوتا ہے تو پتہ چلتا ہے اب سے لوگوں کا وقت ہے وقت اتنی خاموشی سے آتا ہے کہ پتہ ہی نہیں چلتا عروج سے زوال کا موسم اتنی خاموشی سے زمینی خداؤں کو پہلی بار آتی ہے اقتدار طاقت کا نشہ خمار اور غرور ہوتا ہے تو پتہ چلتا ہے اب سے لوگوں کا وقت ہے وقت اتنی خاموشی سے آتا ہے کہ پتہ ہی نہیں چلتا عروج سے زوال کا موسم اتنی خاموشی سے زمینی خداؤں کو پہلی بار آتی ہے اقتدار طاقت کا نشہ خمار اور غرور ہوتا ہے تو پتہ چلتا ہے اب سے لوگوں کا وقت ہے وقت اتنی خاموشی سے آتا ہے کہ پتہ ہی نہیں چلتا عروج سے زوال کا موسم اتنی خاموشی سے زمینی خداؤں کو پہلی بار آتی ہے اقتدار طاقت کا نشہ خمار اور غرور ہوتا ہے تو پتہ چلتا ہے اب <box>338 195 499 989</box>
ad-phone: 0302-5501220 <box>1106 2018 1165 2027</box>
ad-phone: 0342-2152423 <box>1018 1958 1091 1969</box>
shakhsiyat-column-box <box>1018 1055 1177 1175</box>
column-label: بزم درویش <box>567 436 662 456</box>
author-email: Email: aliraza16865@gmail.com <box>43 470 157 478</box>
staff-row <box>690 52 845 66</box>
article-ending: ضروری تھا؟؟؟ <box>434 2087 499 2099</box>
ad-phone: 0343-5475371 <box>756 2169 829 2180</box>
cricket-body: نے اس موقف کو مزید وزن دیا ہے۔ سابق اسپورٹس کرکٹ محض ایک کھیل نہیں رہا بلکہ عالمی سیاست اور سفارت کاری کا ایک مؤثر ہتھیار بن چکا ہے۔ پاکستان اور بھارت کے درمیان میچ ہمیشہ سے توجہ کا مرکز رہا ہے۔ نے اس موقف کو مزید وزن دیا ہے۔ سابق اسپورٹس کرکٹ محض ایک کھیل نہیں رہا بلکہ عالمی سیاست اور سفارت کاری کا ایک مؤثر ہتھیار بن چکا ہے۔ پاکستان اور بھارت کے درمیان میچ ہمیشہ سے توجہ کا مرکز رہا ہے۔ نے اس موقف کو مزید وزن دیا ہے۔ سابق <box>509 1043 670 1240</box>
website-ribbon[interactable]: www.dailysubhenoe.com <box>485 54 660 76</box>
author-email: help@noorekhuda.org <box>515 518 664 531</box>
column-label: شخصیت <box>1034 1075 1126 1100</box>
t20-body: لاہور (یو این پی) پاکستان کی ثابت قدمی پر آئی سی سی گھٹنے ٹیکنے پر مجبور ہو گیا، پاکستان کا کڑی شرائط کے تحت بھارت کے خلاف میچ کھیلنے کا امکان ہے۔ بنگلہ دیش کرکٹ بورڈ کے مطالبات پر مثبت ردعمل دیتے ہوئے فارمولہ تیار کر لیا ہے۔ لاہور (یو این پی) پاکستان کی ثابت قدمی پر آئی سی سی گھٹنے ٹیکنے پر مجبور ہو گیا، پاکستان کا کڑی شرائط کے تحت بھارت کے خلاف میچ کھیلنے کا امکان ہے۔ بنگلہ دیش کرکٹ بورڈ کے مطالبات پر مثبت ردعمل دیتے ہوئے فارمولہ تیار کر لیا <box>846 1706 1000 1903</box>
patang-body: قاتل ہے، جو کہ قیمتی انسانی جان کا نقصان کر دیتا ہے، اور یہ جان اتنی قیمتی تھی جس کا انتظار گھر میں موجود ایک باپ، ایک ماں، ایک بیوی اور معصوم بچے کر رہے تھے جن کا واحد سہارا ایک ہی شخص تھا۔ قاتل ہے، جو کہ قیمتی انسانی جان کا نقصان کر دیتا ہے، اور یہ جان اتنی قیمتی تھی جس کا انتظار گھر میں موجود ایک باپ، ایک ماں، ایک بیوی اور معصوم بچے کر رہے تھے جن کا واحد سہارا ایک ہی شخص تھا۔ قاتل ہے، جو کہ قیمتی انسانی جان کا نقصان کر دیتا ہے، اور یہ جان اتنی قیمتی تھی جس کا انتظار گھر میں موجود ایک باپ، ایک ماں، ایک بیوی اور معصوم بچے کر رہے تھے جن کا واحد سہارا ایک ہی شخص تھا۔ قاتل ہے، جو کہ قیمتی انسانی جان کا نقصان کر دیتا ہے، اور یہ جان اتنی قیمتی تھی جس کا انتظار گھر میں موجود ایک باپ، ایک ماں، ایک بیوی اور معصوم بچے کر رہے تھے جن کا واحد سہارا ایک ہی شخص تھا۔ قاتل ہے، جو کہ قیمتی انسانی جان کا نقصان کر دیتا ہے، اور یہ جان اتنی قیمتی تھی جس کا انتظار گھر میں موجود ایک باپ، ایک ماں، ایک بیوی اور معصوم بچے کر رہے تھے جن کا واحد سہارا ایک ہی شخص تھا۔ قاتل ہے، جو کہ قیمتی انسانی جان کا نقصان کر دیتا ہے، اور یہ جان اتنی قیمتی تھی جس کا انتظار گھر میں موجود ایک باپ، ایک ماں، ایک بیوی اور معصوم بچے کر رہے تھے جن کا واحد سہارا ایک ہی شخص تھا۔ قاتل ہے، جو کہ قیمتی انسانی جان کا نقصان کر دیتا ہے، <box>171 195 330 733</box>
paper-name: روزنامہ "صبح نو" مظفرآباد آزاد کشمیر..... <box>1092 4 1346 18</box>
staff-list <box>690 34 845 142</box>
staff-role: جنرل مینیجر: <box>770 124 846 138</box>
author-photo <box>1126 1081 1171 1139</box>
ad-text: of gypsum ceiling, <box>370 2172 438 2182</box>
facebook-icon: ● <box>344 2220 349 2229</box>
ad-phone: 0314-2518494 <box>991 2141 1088 2155</box>
adalat-body: آتی ہے اقتدار طاقت کا نشہ خمار اور غرور ہوتا ہے تو پتہ چلتا ہے اب سے لوگوں کا وقت ہے وقت اتنی خاموشی سے آتا ہے کہ پتہ ہی نہیں چلتا عروج سے زوال کا موسم اتنی خاموشی سے زمینی خداؤں کو پہلی بار آتی ہے اقتدار طاقت کا نشہ خمار اور غرور ہوتا ہے تو پتہ چلتا ہے اب سے لوگوں کا وقت ہے وقت اتنی خاموشی سے آتا ہے کہ پتہ ہی نہیں چلتا عروج سے زوال کا موسم اتنی خاموشی سے زمینی خداؤں کو پہلی بار آتی ہے اقتدار طاقت کا نشہ خمار اور غرور ہوتا ہے تو پتہ چلتا ہے اب سے لوگوں کا وقت ہے وقت اتنی خاموشی سے آتا ہے کہ پتہ ہی نہیں چلتا عروج سے زوال کا موسم اتنی خاموشی سے زمینی خداؤں کو پہلی بار آتی ہے اقتدار طاقت کا نشہ خمار اور غرور ہوتا ہے تو پتہ چلتا ہے اب سے لوگوں کا وقت ہے وقت اتنی خاموشی سے آتا ہے کہ پتہ ہی نہیں چلتا عروج سے زوال کا موسم اتنی خاموشی سے زمینی خداؤں کو پہلی بار آتی ہے اقتدار طاقت کا نشہ خمار اور غرور ہوتا ہے تو پتہ چلتا ہے اب سے لوگوں کا وقت ہے وقت اتنی خاموشی سے آتا ہے کہ پتہ ہی نہیں چلتا عروج سے زوال کا موسم اتنی خاموشی سے زمینی خداؤں کو پہلی بار آتی ہے اقتدار طاقت کا نشہ خمار اور غرور ہوتا ہے تو پتہ چلتا ہے اب سے لوگوں کا وقت ہے وقت اتنی خاموشی سے آتا ہے کہ پتہ ہی نہیں چلتا عروج سے زوال کا موسم اتنی خاموشی سے زمینی خداؤں کو پہلی بار آتی ہے اقتدار طاقت کا نشہ خمار اور غرور ہوتا ہے تو پتہ چلتا ہے اب سے لوگوں کا وقت ہے وقت اتنی خاموشی سے آتا ہے کہ پتہ ہی نہیں چلتا عروج سے زوال کا موسم اتنی خاموشی سے زمینی خداؤں کو پہلی بار آتی ہے اقتدار طاقت کا نشہ خمار اور غرور ہوتا ہے تو پتہ چلتا ہے اب سے لوگوں کا وقت ہے وقت اتنی خاموشی سے آتا ہے کہ پتہ ہی نہیں چلتا عروج سے زوال کا موسم اتنی خاموشی سے زمینی خداؤں کو پہلی بار آتی ہے اقتدار طاقت کا نشہ خمار اور غرور ہوتا ہے تو پتہ چلتا ہے اب سے لوگوں کا وقت ہے وقت اتنی خاموشی سے آتا ہے کہ پتہ ہی نہیں چلتا عروج سے زوال کا موسم اتنی خاموشی سے زمینی خداؤں کو پہلی بار آتی ہے اقتدار طاقت کا نشہ خمار اور غرور ہوتا ہے تو پتہ چلتا ہے اب <box>680 195 841 989</box>
office-row <box>130 73 370 105</box>
contact-name: ریاض مغل <box>1044 2128 1088 2139</box>
publisher-line: چھپوا کر آفس روزنامہ صبح نو سے شائع کیا <box>879 66 1051 77</box>
iftikhar-body: ان کا پسندیدہ مشغلہ بن گیا، دنیا دیکھنے کے بعد اپنی صلاحیتوں کو اپنے عوام اور علاقے کیلئے مختص کرنے کی خواہش اور عزم کے ساتھ دارالحکومت مظفرآباد میں براجمان ہو چکے ہیں، ان کی معلومات، مشاہدہ اور تجربہ بے شمار رکاوٹیں حائل ہو سکتی ہیں، ایسے اعلیٰ تعلیم یافتہ نوجوان صرف علاقہ نہیں بلکہ پوری قوم کا اثاثہ ہوتے ہیں۔ ان کا پسندیدہ مشغلہ بن گیا، دنیا دیکھنے کے بعد اپنی صلاحیتوں کو اپنے عوام اور علاقے کیلئے مختص کرنے کی خواہش اور عزم کے ساتھ دارالحکومت مظفرآباد میں براجمان ہو چکے ہیں، ان کی معلومات، مشاہدہ اور تجربہ بے شمار رکاوٹیں حائل ہو سکتی ہیں، ایسے اعلیٰ تعلیم یافتہ نوجوان صرف علاقہ نہیں بلکہ پوری قوم کا اثاثہ ہوتے ہیں۔ ان کا پسندیدہ مشغلہ بن گیا، دنیا دیکھنے کے بعد اپنی صلاحیتوں کو اپنے عوام اور علاقے کیلئے مختص کرنے کی خواہش اور عزم کے ساتھ دارالحکومت مظفرآباد میں براجمان ہو چکے ہیں، ان کی معلومات، مشاہدہ اور تجربہ بے شمار رکاوٹیں حائل ہو سکتی ہیں، ایسے اعلیٰ تعلیم یافتہ نوجوان صرف علاقہ نہیں بلکہ پوری قوم کا اثاثہ ہوتے ہیں۔ ان کا پسندیدہ مشغلہ بن گیا، دنیا دیکھنے کے بعد اپنی صلاحیتوں کو اپنے عوام اور علاقے کیلئے مختص کرنے کی خواہش اور عزم کے ساتھ دارالحکومت مظفرآباد میں براجمان ہو چکے ہیں، ان کی معلومات، مشاہدہ اور تجربہ بے شمار رکاوٹیں حائل ہو سکتی ہیں، ایسے اعلیٰ تعلیم یافتہ نوجوان صرف علاقہ نہیں بلکہ پوری قوم کا اثاثہ ہوتے ہیں۔ ان کا پسندیدہ مشغلہ بن گیا، دنیا دیکھنے کے بعد اپنی صلاحیتوں کو اپنے عوام اور علاقے کیلئے مختص کرنے کی خواہش اور عزم کے ساتھ دارالحکومت مظفرآباد میں براجمان <box>848 993 1007 1630</box>
basant-mela-body: محافظ آسمان کی طرف دیکھتے دیکھتے زمین کا بوجھ بن گئیں۔ ان کے نام شاید خبروں میں چند سطروں سے زیادہ نہ ٹھہر سکے ہوں مگر ان کے جانے سے جو خلا پیدا ہوا وہ کسی خبر میں پورا نہیں سما سکتا۔ لاہور کی بسنت ہمیشہ رنگوں، موسیقی اور روایات کے ساتھ جڑی رہی ہے۔ محافظ آسمان کی طرف دیکھتے دیکھتے زمین کا بوجھ بن گئیں۔ ان کے نام شاید خبروں میں چند سطروں سے زیادہ نہ ٹھہر سکے ہوں مگر ان <box>509 1711 670 1880</box>
ad-title: کاظمی ٹریڈرز پینٹ ہارڈ وئیر اینڈ سینٹری سٹور <box>608 2114 823 2146</box>
ad-text: ہمارے ہاں ہر قسم کی گاڑیوں کے اعلیٰ کوالٹی کے ٹائر اور ٹیوب دستیاب ہیں اور ٹھیکیدار حضرات کے لیے کنسٹرکشن ورک کے لیے ہاتھ والی ٹرالیاں بھی دستیاب ہیں۔ نیز ٹائر پنکچر اور ویلڈنگ کا کام بھی تسلی بخش کیا جاتا ہے۔ <box>1031 1770 1320 1826</box>
staff-name: انصر صدیق خواجہ <box>690 34 767 48</box>
sub-offices <box>130 36 370 147</box>
barcode-email: Email: dailysubhenoe3@gmail.com <box>492 132 616 140</box>
column-label: صدا بصحرا <box>572 1259 662 1279</box>
office-label: سب آفس نیلم <box>310 110 370 142</box>
ad-address: Near Allied Bank Tanga Stand Mzd <box>400 2220 515 2229</box>
author-name: رفیع صحرائی <box>598 1294 660 1307</box>
publisher-box <box>856 40 1074 136</box>
patang-body: قاتل ہے، جو کہ قیمتی انسانی جان کا نقصان کر دیتا ہے، اور یہ جان اتنی قیمتی تھی جس کا انتظار گھر میں موجود ایک باپ، ایک ماں، ایک بیوی اور معصوم بچے کر رہے تھے جن کا واحد سہارا ایک ہی شخص تھا۔ قاتل ہے، جو کہ قیمتی انسانی جان کا نقصان کر دیتا ہے، اور یہ جان اتنی قیمتی تھی جس کا انتظار گھر میں موجود ایک باپ، ایک ماں، ایک بیوی اور معصوم بچے کر رہے تھے جن کا واحد سہارا ایک ہی شخص تھا۔ قاتل ہے، جو کہ قیمتی انسانی جان کا نقصان کر دیتا ہے، اور یہ جان اتنی قیمتی تھی جس کا انتظار گھر میں موجود ایک باپ، ایک <box>2 506 161 732</box>
masthead <box>0 28 1350 148</box>
ajwa-hotel-ad <box>1100 1908 1346 2010</box>
chashm-e-nam-column-box <box>509 1898 670 1994</box>
lower-left-body: ان سوالوں کا جواب کون دے گا؟ کیا کسی ادارے نے یہ ذمہ داری قبول کی؟ کیا عوام کی جان کی کوئی قیمت ہے؟ یہ وہ سوالات ہیں جو ہر سال اٹھتے ہیں اور پھر خاموشی میں دب جاتے ہیں۔ ان سوالوں کا جواب کون دے گا؟ کیا کسی ادارے نے یہ ذمہ داری قبول کی؟ کیا عوام کی جان کی کوئی قیمت ہے؟ یہ وہ سوالات ہیں جو ہر سال اٹھتے ہیں اور پھر خاموشی میں دب جاتے ہیں۔ ان سوالوں کا جواب کون دے گا؟ کیا کسی ادارے نے یہ ذمہ داری قبول کی؟ کیا عوام کی جان کی کوئی قیمت ہے؟ یہ وہ سوالات ہیں جو ہر سال اٹھتے ہیں اور پھر خاموشی میں دب جاتے ہیں۔ ان سوالوں کا جواب کون دے گا؟ کیا کسی ادارے نے یہ ذمہ داری قبول کی؟ کیا عوام کی جان کی کوئی قیمت ہے؟ یہ وہ سوالات ہیں جو ہر سال اٹھتے ہیں اور پھر خاموشی میں دب جاتے ہیں۔ ان سوالوں کا جواب کون دے گا؟ کیا کسی ادارے نے یہ ذمہ داری قبول کی؟ کیا عوام کی جان کی کوئی قیمت ہے؟ یہ وہ سوالات ہیں جو ہر سال اٹھتے ہیں اور پھر خاموشی میں دب جاتے ہیں۔ ان سوالوں کا جواب کون دے گا؟ کیا کسی ادارے نے یہ ذمہ داری قبول کی؟ کیا عوام کی جان کی کوئی قیمت ہے؟ یہ وہ سوالات ہیں جو ہر سال اٹھتے ہیں اور پھر خاموشی میں دب جاتے ہیں۔ ان سوالوں کا جواب کون دے گا؟ کیا کسی ادارے نے یہ ذمہ داری قبول کی؟ کیا عوام کی جان کی کوئی قیمت ہے؟ یہ وہ سوالات ہیں جو ہر سال اٹھتے ہیں اور پھر خاموشی میں دب جاتے ہیں۔ ان سوالوں کا جواب کون دے گا؟ کیا کسی ادارے نے یہ ذمہ داری قبول کی؟ کیا عوام کی جان کی کوئی قیمت ہے؟ یہ وہ سوالات ہیں جو ہر سال اٹھتے ہیں اور پھر خاموشی میں دب جاتے ہیں۔ ان سوالوں کا جواب کون دے گا؟ کیا کسی ادارے نے یہ ذمہ داری قبول کی؟ کیا عوام کی جان کی کوئی قیمت ہے؟ یہ وہ سوالات ہیں جو ہر سال اٹھتے ہیں اور پھر خاموشی میں دب جاتے ہیں۔ ان سوالوں کا جواب کون دے گا؟ کیا کسی ادارے نے یہ ذمہ داری قبول کی؟ کیا عوام کی جان کی کوئی قیمت ہے؟ یہ وہ سوالات ہیں جو ہر سال اٹھتے ہیں اور پھر خاموشی میں دب جاتے ہیں۔ <box>171 1447 330 2226</box>
basant-mela-body: محافظ آسمان کی طرف دیکھتے دیکھتے زمین کا بوجھ بن گئیں۔ ان کے نام شاید خبروں میں چند سطروں سے زیادہ نہ ٹھہر سکے ہوں مگر ان کے جانے سے جو خلا پیدا ہوا وہ کسی خبر میں پورا نہیں سما سکتا۔ لاہور کی بسنت ہمیشہ رنگوں، موسیقی اور روایات کے ساتھ جڑی رہی ہے۔ محافظ آسمان کی طرف دیکھتے دیکھتے زمین کا بوجھ بن گئیں۔ ان کے نام شاید خبروں میں چند سطروں سے زیادہ نہ ٹھہر سکے ہوں مگر ان کے جانے سے جو خلا پیدا ہوا وہ کسی خبر میں پورا نہیں سما سکتا۔ لاہور کی بسنت ہمیشہ رنگوں، موسیقی اور روایات کے ساتھ جڑی رہی ہے۔ محافظ آسمان کی طرف دیکھتے دیکھتے زمین کا بوجھ بن گئیں۔ ان کے نام شاید خبروں میں چند سطروں سے زیادہ نہ ٹھہر سکے ہوں مگر ان کے جانے سے جو خلا پیدا ہوا وہ کسی خبر میں پورا نہیں سما سکتا۔ لاہور کی بسنت ہمیشہ رنگوں، موسیقی اور روایات کے ساتھ جڑی رہی ہے۔ محافظ آسمان کی طرف دیکھتے دیکھتے زمین کا بوجھ بن گئیں۔ ان کے <box>338 1711 499 2079</box>
basant-dil-body: اجاگر کیا۔ الیکٹرانک اور سوشل میڈیا پر لاہور کی تہذیبی رنگت کو سراہا گیا، حتیٰ کہ وہ طبقے بھی جو ماضی میں اس تہوار کے ناقد تھے، اب اس کی بحالی کو خوش آئند قرار دے رہے ہیں۔ اجاگر کیا۔ الیکٹرانک اور سوشل میڈیا پر لاہور کی تہذیبی رنگت کو سراہا گیا، حتیٰ کہ وہ طبقے بھی جو ماضی میں اس تہوار کے ناقد تھے، اب اس کی بحالی کو خوش آئند قرار دے رہے ہیں۔ اجاگر کیا۔ الیکٹرانک اور سوشل میڈیا پر لاہور کی تہذیبی رنگت کو سراہا گیا، حتیٰ کہ وہ طبقے بھی جو ماضی میں اس تہوار کے ناقد تھے، اب اس کی بحالی کو خوش آئند قرار دے رہے ہیں۔ اجاگر کیا۔ الیکٹرانک اور سوشل میڈیا پر لاہور کی تہذیبی رنگت کو سراہا گیا، حتیٰ کہ وہ طبقے بھی جو ماضی میں اس تہوار <box>2 1142 161 1424</box>
haider-autos-ad <box>846 2124 1098 2234</box>
